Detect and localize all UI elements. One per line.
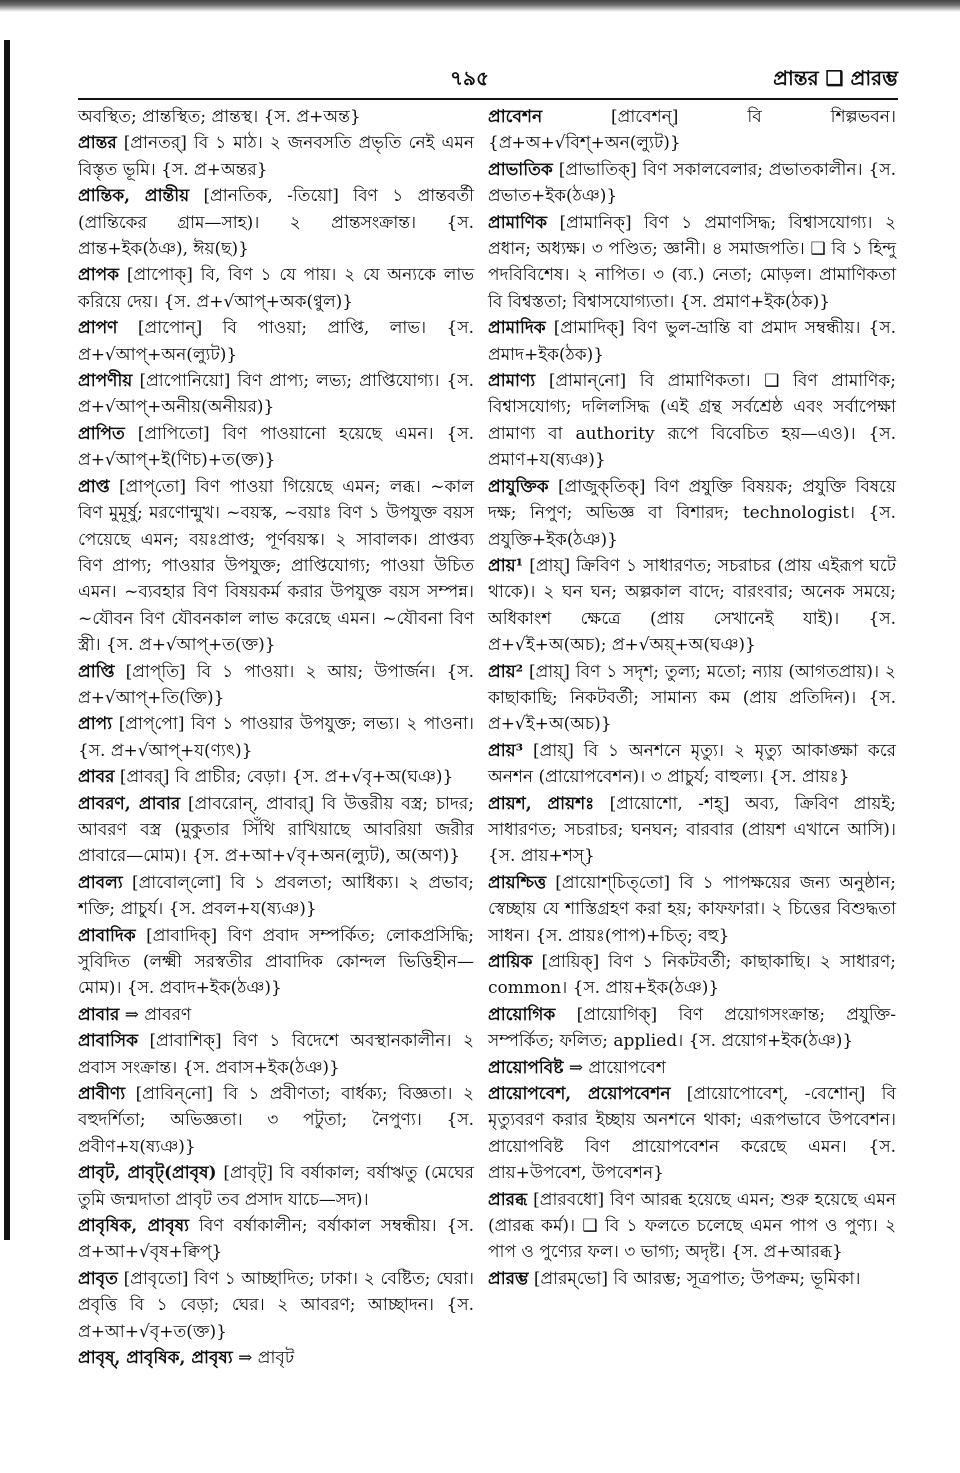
entry-definition: [প্রায়্] ক্রিবিণ ১ সাধারণত; সচরাচর (প্রায় এইরূপ ঘটে থাকে)। ২ ঘন ঘন; অল্পকাল বাদে; বারংবার; অনেক সময়ে; অধিকাংশ ক্ষেত্রে (প্রায় সেখানেই যাই)। {স. প্র+√ই+অ(অচ); প্র+√অয়্+অ(ঘঞ)}	[488, 555, 896, 656]
entry-definition: [প্রাপ্‌পো] বিণ ১ পাওয়ার উপযুক্ত; লভ্য। ২ পাওনা। {স. প্র+√আপ্+য(ণ্যৎ)}	[78, 714, 474, 761]
entry-definition: [প্রাপিতো] বিণ পাওয়ানো হয়েছে এমন। {স. প্র+√আপ্+ই(ণিচ)+ত(ক্ত)}	[78, 423, 474, 471]
entry-headword: প্রাবৃট, প্রাবৃট্(প্রাবৃষ)	[78, 1163, 217, 1184]
entry-definition: ⇒ প্রায়োপবেশ	[563, 1057, 666, 1078]
entry-headword: প্রাভাতিক	[488, 159, 553, 180]
entry-headword: প্রাপণীয়	[78, 371, 133, 392]
entry-definition: [প্রাবিন্‌নো] বি ১ প্রবীণতা; বার্ধক্য; বিজ্ঞতা। ২ বহুদর্শিতা; অভিজ্ঞতা। ৩ পটুতা; নৈপুণ্য। {স. প্রবীণ+য(ষ্যঞ)}	[78, 1084, 474, 1157]
dictionary-entry	[488, 791, 896, 870]
entry-definition: [প্রাপ্‌তো] বিণ পাওয়া গিয়েছে এমন; লব্ধ। ~কাল বিণ মুমূর্ষু; মরণোন্মুখ। ~বয়স্ক, ~বয়াঃ বিণ ১ উপযুক্ত বয়স পেয়েছে এমন; বয়ঃপ্রাপ্ত; পূর্ণবয়স্ক। ২ সাবালক। প্রাপ্তব্য বিণ প্রাপ্য; পাওয়ার উপযুক্ত; প্রাপ্তিযোগ্য; পাওয়া উচিত এমন। ~ব্যবহার বিণ বিষয়কর্ম করার উপযুক্ত বয়স সম্পন্ন। ~যৌবন বিণ যৌবনকাল লাভ করেছে এমন। ~যৌবনা বিণ স্ত্রী। {স. প্র+√আপ্+ত(ক্ত)}	[78, 476, 474, 656]
dictionary-entry	[78, 870, 474, 923]
left-column	[78, 104, 474, 1372]
entry-headword: প্রায়³	[488, 740, 524, 761]
entry-definition: [প্রাবাদিক্] বিণ প্রবাদ সম্পর্কিত; লোকপ্রসিদ্ধি; সুবিদিত (লক্ষ্মী সরস্বতীর প্রাবাদিক কোন্দল ভিত্তিহীন—মোম)। {স. প্রবাদ+ইক(ঠঞ)}	[78, 925, 474, 999]
entry-headword: প্রাপক	[78, 265, 120, 286]
scan-edge-top	[0, 0, 960, 12]
entry-headword: প্রায়োপবিষ্ট	[488, 1057, 564, 1078]
entry-headword: প্রাপিত	[78, 423, 125, 444]
entry-headword: প্রামাণ্য	[488, 371, 536, 392]
entry-headword: প্রামাণিক	[488, 212, 548, 233]
entry-definition: [প্রায়োগিক্] বিণ প্রয়োগসংক্রান্ত; প্রযুক্তি-সম্পর্কিত; ফলিত; applied। {স. প্রয়োগ+ইক(ঠঞ)}	[488, 1004, 896, 1052]
entry-definition: [প্রানতর্] বি ১ মাঠ। ২ জনবসতি প্রভৃতি নেই এমন বিস্তৃত ভূমি। {স. প্র+অন্তর}	[78, 133, 474, 180]
entry-headword: প্রায়শ্চিত্ত	[488, 872, 547, 893]
dictionary-entry	[78, 474, 474, 659]
dictionary-entry	[488, 1187, 896, 1266]
entry-headword: প্রামাদিক	[488, 318, 546, 339]
dictionary-entry	[78, 764, 474, 790]
entry-definition: [প্রাপোনিয়ো] বিণ প্রাপ্য; লভ্য; প্রাপ্তিযোগ্য। {স. প্র+√আপ্+অনীয়(অনীয়র)}	[78, 371, 474, 418]
entry-headword: প্রান্তর	[78, 133, 117, 154]
header-rule	[78, 98, 898, 100]
entry-headword: প্রাবর	[78, 767, 115, 788]
entry-headword: প্রায়শ, প্রায়শঃ	[488, 793, 595, 814]
entry-headword: প্রাবীণ্য	[78, 1084, 126, 1105]
dictionary-entry	[78, 1213, 474, 1266]
dictionary-entry	[488, 949, 896, 1002]
entry-definition: [প্রানতিক, -তিয়ো] বিণ ১ প্রান্তবর্তী (প্রান্তিকের গ্রাম—সাহ)। ২ প্রান্তসংক্রান্ত। {স. প্রান্ত+ইক(ঠঞ), ঈয়(ছ)}	[78, 186, 474, 260]
scan-edge-left	[4, 40, 10, 1240]
dictionary-entry	[78, 1266, 474, 1345]
entry-definition: [প্রামানিক্] বিণ ১ প্রমাণসিদ্ধ; বিশ্বাসযোগ্য। ২ প্রধান; অধ্যক্ষ। ৩ পণ্ডিত; জ্ঞানী। ৪ সমাজপতি। ❑ বি ১ হিন্দু পদবিবিশেষ। ২ নাপিত। ৩ (ব্য.) নেতা; মোড়ল। প্রামাণিকতা বি বিশ্বস্ততা; বিশ্বাসযোগ্যতা। {স. প্রমাণ+ইক(ঠক)}	[488, 212, 896, 312]
entry-headword: প্রাবৃষ্, প্রাবৃষিক, প্রাবৃষ্য	[78, 1348, 233, 1369]
dictionary-entry	[488, 738, 896, 791]
entry-definition: [প্রায়িক্] বিণ ১ নিকটবর্তী; কাছাকাছি। ২ সাধারণ; common। {স. প্রায়+ইক(ঠঞ)}	[488, 952, 896, 999]
guide-words: প্রান্তর ❑ প্রারম্ভ	[773, 66, 898, 90]
entry-headword: প্রাপ্তি	[78, 661, 115, 682]
entry-definition: [প্রায়োশো, -শহ্] অব্য, ক্রিবিণ প্রায়ই; সাধারণত; সচরাচর; ঘনঘন; বারবার (প্রায়শ এখানে আসি)। {স. প্রায়+শস্}	[488, 793, 896, 867]
entry-headword: প্রাবরণ, প্রাবার	[78, 793, 181, 814]
dictionary-entry	[78, 791, 474, 870]
dictionary-entry	[78, 104, 474, 130]
dictionary-entry	[78, 368, 474, 421]
entry-headword: প্রাপ্ত	[78, 476, 110, 497]
dictionary-entry	[78, 1081, 474, 1160]
dictionary-entry	[78, 262, 474, 315]
dictionary-entry	[488, 1266, 896, 1292]
entry-definition: [প্রামাদিক্] বিণ ভুল-ভ্রান্তি বা প্রমাদ সম্বন্ধীয়। {স. প্রমাদ+ইক(ঠক)}	[488, 318, 896, 365]
dictionary-entry	[488, 1002, 896, 1055]
dictionary-entry	[78, 130, 474, 183]
dictionary-entry	[488, 553, 896, 659]
dictionary-entry	[488, 368, 896, 474]
dictionary-entry	[488, 210, 896, 316]
dictionary-entry	[488, 104, 896, 157]
entry-headword: প্রাপ্য	[78, 714, 113, 735]
right-column	[488, 104, 896, 1292]
entry-headword: প্রান্তিক, প্রান্তীয়	[78, 186, 190, 207]
page-header	[78, 62, 898, 94]
entry-definition: [প্রায়োশ্‌চিত্‌তো] বি ১ পাপক্ষয়ের জন্য অনুষ্ঠান; স্বেচ্ছায় যে শাস্তিগ্রহণ করা হয়; কাফফারা। ২ চিত্তের বিশুদ্ধতা সাধন। {স. প্রায়ঃ(পাপ)+চিত্; বহু}	[488, 872, 896, 946]
entry-definition: [প্রায়্] বি ১ অনশনে মৃত্যু। ২ মৃত্যু আকাঙ্ক্ষা করে অনশন (প্রায়োপবেশন)। ৩ প্রাচুর্য; বাহুল্য। {স. প্রায়ঃ}	[488, 740, 896, 788]
entry-headword: প্রাবাসিক	[78, 1031, 138, 1052]
dictionary-entry	[488, 315, 896, 368]
entry-definition: ⇒ প্রাবৃট	[232, 1348, 295, 1369]
entry-headword: প্রায়¹	[488, 555, 524, 576]
entry-definition: [প্রাবৃতো] বিণ ১ আচ্ছাদিত; ঢাকা। ২ বেষ্টিত; ঘেরা। প্রবৃত্তি বি ১ বেড়া; ঘের। ২ আবরণ; আচ্ছাদন। {স. প্র+আ+√বৃ+ত(ক্ত)}	[78, 1268, 474, 1342]
entry-headword: প্রায়োগিক	[488, 1004, 556, 1025]
dictionary-entry	[78, 659, 474, 712]
entry-definition: [প্রাবোল্‌লো] বি ১ প্রবলতা; আধিক্য। ২ প্রভাব; শক্তি; প্রাচুর্য। {স. প্রবল+য(ষ্যঞ)}	[78, 872, 474, 920]
entry-headword: প্রায়োপবেশ, প্রয়োপবেশন	[488, 1084, 671, 1105]
dictionary-entry	[488, 474, 896, 553]
entry-headword: প্রায়²	[488, 661, 524, 682]
dictionary-entry	[78, 1002, 474, 1028]
entry-headword: প্রায়িক	[488, 952, 533, 972]
entry-definition: [প্রারম্‌ভো] বি আরম্ভ; সূত্রপাত; উপক্রম; ভূমিকা।	[528, 1268, 861, 1289]
entry-definition: [প্রাপোক্] বি, বিণ ১ যে পায়। ২ যে অন্যকে লাভ করিয়ে দেয়। {স. প্র+√আপ্+অক(ণ্বুল)}	[78, 265, 474, 312]
entry-headword: প্রাবেশন	[488, 107, 543, 127]
entry-headword: প্রারম্ভ	[488, 1268, 529, 1289]
dictionary-entry	[488, 659, 896, 738]
dictionary-entry	[78, 1345, 474, 1371]
entry-headword: প্রাবৃষিক, প্রাবৃষ্য	[78, 1216, 190, 1237]
dictionary-entry	[78, 421, 474, 474]
entry-headword: প্রাপণ	[78, 318, 118, 339]
entry-definition: [প্রায়োপোবেশ্, -বেশোন্] বি মৃত্যুবরণ করার ইচ্ছায় অনশনে থাকা; এরূপভাবে উপবেশন। প্রায়োপবিষ্ট বিণ প্রায়োপবেশন করেছে এমন। {স. প্রায়+উপবেশ, উপবেশন}	[488, 1084, 897, 1184]
entry-definition: [প্রাপ্‌তি] বি ১ পাওয়া। ২ আয়; উপার্জন। {স. প্র+√আপ্+তি(ক্তি)}	[78, 661, 474, 708]
dictionary-entry	[78, 923, 474, 1002]
dictionary-entry	[488, 1081, 896, 1187]
entry-definition: ⇒ প্রাবরণ	[119, 1004, 192, 1025]
entry-definition: বিণ বর্ষাকালীন; বর্ষাকাল সম্বন্ধীয়। {স. প্র+আ+√বৃষ+ক্বিপ্}	[78, 1216, 474, 1263]
entry-headword: প্রাবাদিক	[78, 925, 136, 946]
entry-definition: [প্রাবাশিক্] বিণ ১ বিদেশে অবস্থানকালীন। ২ প্রবাস সংক্রান্ত। {স. প্রবাস+ইক(ঠঞ)}	[78, 1031, 474, 1078]
entry-definition: [প্রাপোন্] বি পাওয়া; প্রাপ্তি, লাভ। {স. প্র+√আপ্+অন(ল্যুট)}	[78, 318, 474, 365]
entry-definition: [প্রারবধো] বিণ আরব্ধ হয়েছে এমন; শুরু হয়েছে এমন (প্রারব্ধ কর্ম)। ❑ বি ১ ফলতে চলেছে এমন পাপ ও পুণ্য। ২ পাপ ও পুণ্যের ফল। ৩ ভাগ্য; অদৃষ্ট। {স. প্র+আরব্ধ}	[488, 1189, 896, 1263]
entry-definition: [প্রায়্] বিণ ১ সদৃশ; তুল্য; মতো; ন্যায় (আগতপ্রায়)। ২ কাছাকাছি; নিকটবর্তী; সামান্য কম (প্রায় প্রতিদিন)। {স. প্র+√ই+অ(অচ)}	[488, 661, 896, 735]
dictionary-entry	[78, 315, 474, 368]
entry-definition: অবস্থিত; প্রান্তস্থিত; প্রান্তস্থ। {স. প্র+অন্ত}	[78, 107, 361, 127]
entry-definition: [প্রাভাতিক্] বিণ সকালবেলার; প্রভাতকালীন। {স. প্রভাত+ইক(ঠঞ)}	[488, 159, 896, 207]
dictionary-entry	[488, 157, 896, 210]
dictionary-entry	[78, 711, 474, 764]
dictionary-entry	[488, 1055, 896, 1081]
entry-definition: [প্রাবেশন্] বি শিল্পভবন। {প্র+অ+√বিশ্+অন(ল্যুট)}	[488, 107, 896, 154]
entry-definition: [প্রাজুক্‌তিক্] বিণ প্রযুক্তি বিষয়ক; প্রযুক্তি বিষয়ে দক্ষ; নিপুণ; অভিজ্ঞ বা বিশারদ; technologist। {স. প্রযুক্তি+ইক(ঠঞ)}	[488, 476, 896, 550]
dictionary-entry	[78, 1028, 474, 1081]
entry-definition: [প্রাবরোন্, প্রাবার্] বি উত্তরীয় বস্ত্র; চাদর; আবরণ বস্ত্র (মুকুতার সিঁথি রাখিয়াছে আবরিয়া জরীর প্রাবারে—মোম)। {স. প্র+আ+√বৃ+অন(ল্যুট), অ(অণ)}	[78, 793, 474, 867]
page-number: ৭৯৫	[450, 66, 489, 90]
dictionary-entry	[488, 870, 896, 949]
dictionary-entry	[78, 183, 474, 262]
entry-definition: [প্রাবৃট্] বি বর্ষাকাল; বর্ষাঋতু (মেঘের তুমি জন্মদাতা প্রাবৃট তব প্রসাদ যাচে—সদ)।	[78, 1163, 474, 1210]
entry-headword: প্রাবল্য	[78, 872, 123, 893]
entry-headword: প্রাযুক্তিক	[488, 476, 549, 497]
entry-definition: [প্রামান্‌নো] বি প্রামাণিকতা। ❑ বিণ প্রামাণিক; বিশ্বাসযোগ্য; দলিলসিদ্ধ (এই গ্রন্থ সর্বশ্রেষ্ঠ এবং সর্বাপেক্ষা প্রামাণ্য বা authority রূপে বিবেচিত হয়—এও)। {স. প্রমাণ+য(ষ্যঞ)}	[488, 371, 896, 471]
entry-headword: প্রাবৃত	[78, 1268, 118, 1289]
dictionary-entry	[78, 1160, 474, 1213]
entry-headword: প্রারব্ধ	[488, 1189, 528, 1210]
entry-headword: প্রাবার	[78, 1004, 120, 1025]
entry-definition: [প্রাবর্] বি প্রাচীর; বেড়া। {স. প্র+√বৃ+অ(ঘঞ)}	[114, 767, 454, 788]
